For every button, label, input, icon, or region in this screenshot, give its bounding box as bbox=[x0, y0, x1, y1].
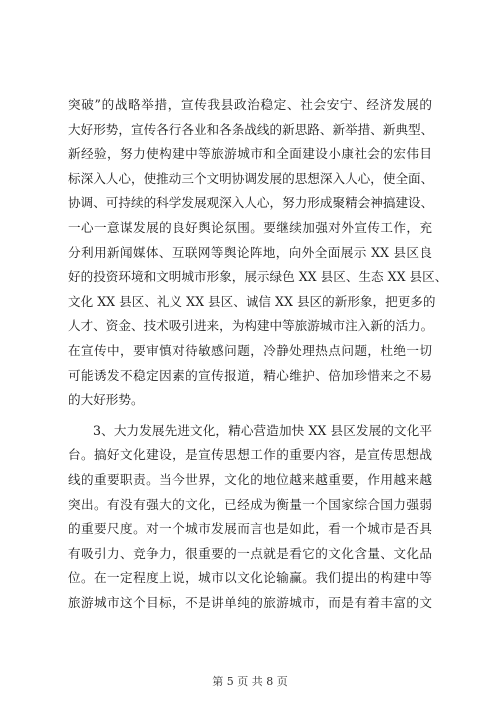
text-line: 文化 XX 县区、礼义 XX 县区、诚信 XX 县区的新形象，把更多的 bbox=[68, 293, 436, 309]
text-line: 大好形势，宣传各行各业和各条战线的新思路、新举措、新典型、 bbox=[68, 121, 434, 137]
text-line: 台。搞好文化建设，是宣传思想工作的重要内容，是宣传思想战 bbox=[68, 447, 432, 463]
text-line: 的重要尺度。对一个城市发展而言也是如此，看一个城市是否具 bbox=[68, 521, 432, 537]
page-number-footer: 第 5 页 共 8 页 bbox=[212, 675, 288, 688]
text-line: 突破”的战略举措，宣传我县政治稳定、社会安宁、经济发展的 bbox=[68, 97, 432, 112]
text-line: 突出。有没有强大的文化，已经成为衡量一个国家综合国力强弱 bbox=[68, 496, 432, 512]
text-line: 位。在一定程度上说，城市以文化论输赢。我们提出的构建中等 bbox=[68, 570, 432, 586]
text-line: 协调、可持续的科学发展观深入人心，努力形成聚精会神搞建设、 bbox=[68, 195, 434, 211]
text-line: 在宣传中，要审慎对待敏感问题，冷静处理热点问题，杜绝一切 bbox=[68, 342, 432, 358]
text-line: 旅游城市这个目标，不是讲单纯的旅游城市，而是有着丰富的文 bbox=[68, 594, 432, 610]
text-line: 分利用新闻媒体、互联网等舆论阵地，向外全面展示 XX 县区良 bbox=[68, 244, 432, 260]
text-line: 好的投资环境和文明城市形象，展示绿色 XX 县区、生态 XX 县区、 bbox=[68, 269, 448, 285]
document-body bbox=[68, 93, 448, 615]
text-line: 可能诱发不稳定因素的宣传报道，精心维护、倍加珍惜来之不易 bbox=[68, 367, 432, 383]
text-line: 的大好形势。 bbox=[68, 392, 144, 408]
text-line: 一心一意谋发展的良好舆论氛围。要继续加强对外宣传工作，充 bbox=[68, 219, 432, 235]
text-line: 有吸引力、竞争力，很重要的一点就是看它的文化含量、文化品 bbox=[68, 545, 432, 561]
paragraph-2 bbox=[68, 419, 432, 616]
text-line: 新经验，努力使构建中等旅游城市和全面建设小康社会的宏伟目 bbox=[68, 146, 432, 162]
text-line: 人才、资金、技术吸引进来，为构建中等旅游城市注入新的活力。 bbox=[68, 318, 434, 334]
text-line: 标深入人心，使推动三个文明协调发展的思想深入人心，使全面、 bbox=[68, 170, 434, 186]
paragraph-1 bbox=[68, 93, 448, 413]
text-line: 线的重要职责。当今世界，文化的地位越来越重要，作用越来越 bbox=[68, 471, 432, 487]
text-line: 3、大力发展先进文化，精心营造加快 XX 县区发展的文化平 bbox=[93, 422, 432, 438]
